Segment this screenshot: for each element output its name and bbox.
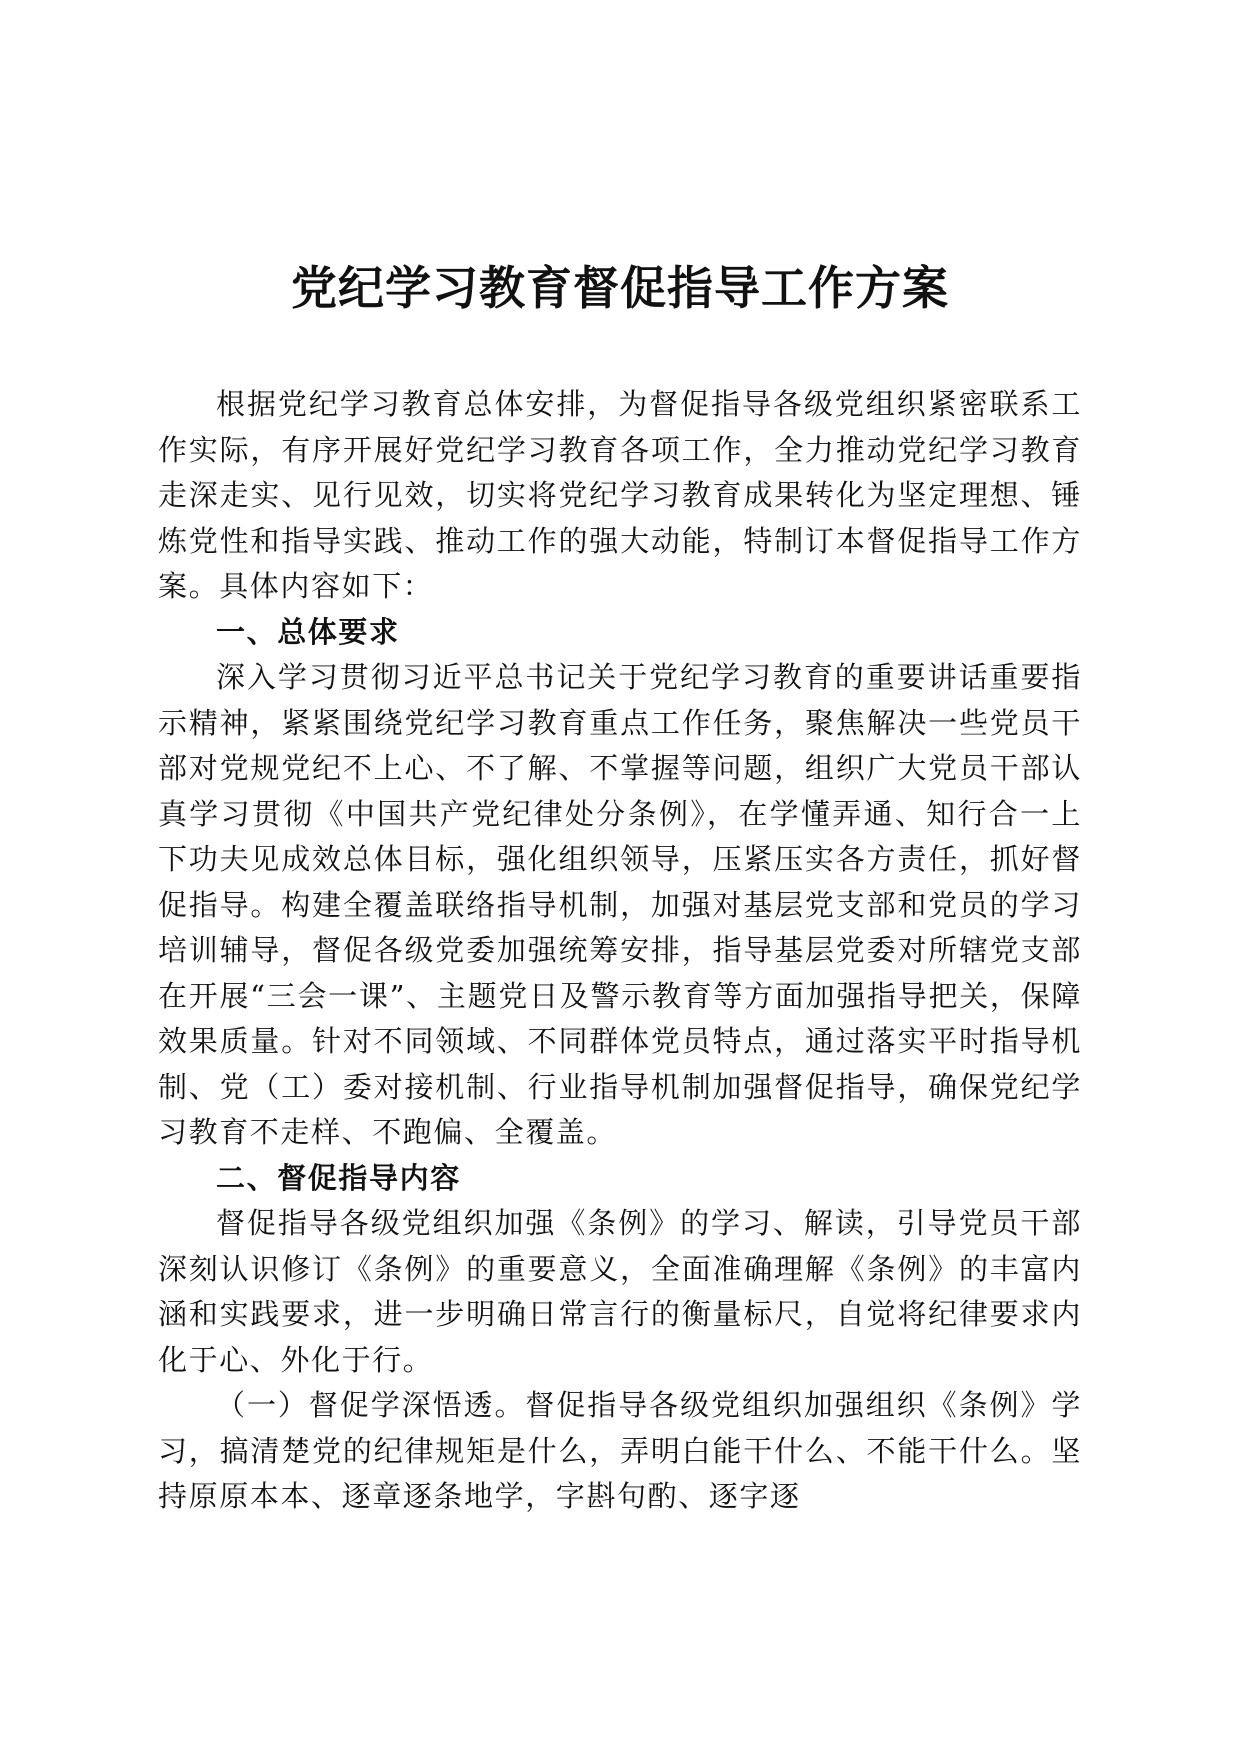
- document-body: [158, 382, 1082, 1520]
- section-1-paragraph-1: 深入学习贯彻习近平总书记关于党纪学习教育的重要讲话重要指示精神，紧紧围绕党纪学习教育重点工作任务，聚焦解决一些党员干部对党规党纪不上心、不了解、不掌握等问题，组织广大党员干部认真学习贯彻《中国共产党纪律处分条例》，在学懂弄通、知行合一上下功夫见成效总体目标，强化组织领导，压紧压实各方责任，抓好督促指导。构建全覆盖联络指导机制，加强对基层党支部和党员的学习培训辅导，督促各级党委加强统筹安排，指导基层党委对所辖党支部在开展“三会一课”、主题党日及警示教育等方面加强指导把关，保障效果质量。针对不同领域、不同群体党员特点，通过落实平时指导机制、党（工）委对接机制、行业指导机制加强督促指导，确保党纪学习教育不走样、不跑偏、全覆盖。: [158, 660, 1082, 1149]
- section-2-paragraph-2: （一）督促学深悟透。督促指导各级党组织加强组织《条例》学习，搞清楚党的纪律规矩是什么，弄明白能干什么、不能干什么。坚持原原本本、逐章逐条地学，字斟句酌、逐字逐: [158, 1388, 1082, 1513]
- intro-paragraph: 根据党纪学习教育总体安排，为督促指导各级党组织紧密联系工作实际，有序开展好党纪学习教育各项工作，全力推动党纪学习教育走深走实、见行见效，切实将党纪学习教育成果转化为坚定理想、锤炼党性和指导实践、推动工作的强大动能，特制订本督促指导工作方案。具体内容如下：: [158, 387, 1082, 603]
- section-2-paragraph-1: 督促指导各级党组织加强《条例》的学习、解读，引导党员干部深刻认识修订《条例》的重要意义，全面准确理解《条例》的丰富内涵和实践要求，进一步明确日常言行的衡量标尺，自觉将纪律要求内化于心、外化于行。: [158, 1206, 1082, 1377]
- section-heading-1: 一、总体要求: [216, 614, 400, 649]
- document-title: 党纪学习教育督促指导工作方案: [291, 261, 949, 315]
- section-heading-2: 二、督促指导内容: [216, 1160, 461, 1195]
